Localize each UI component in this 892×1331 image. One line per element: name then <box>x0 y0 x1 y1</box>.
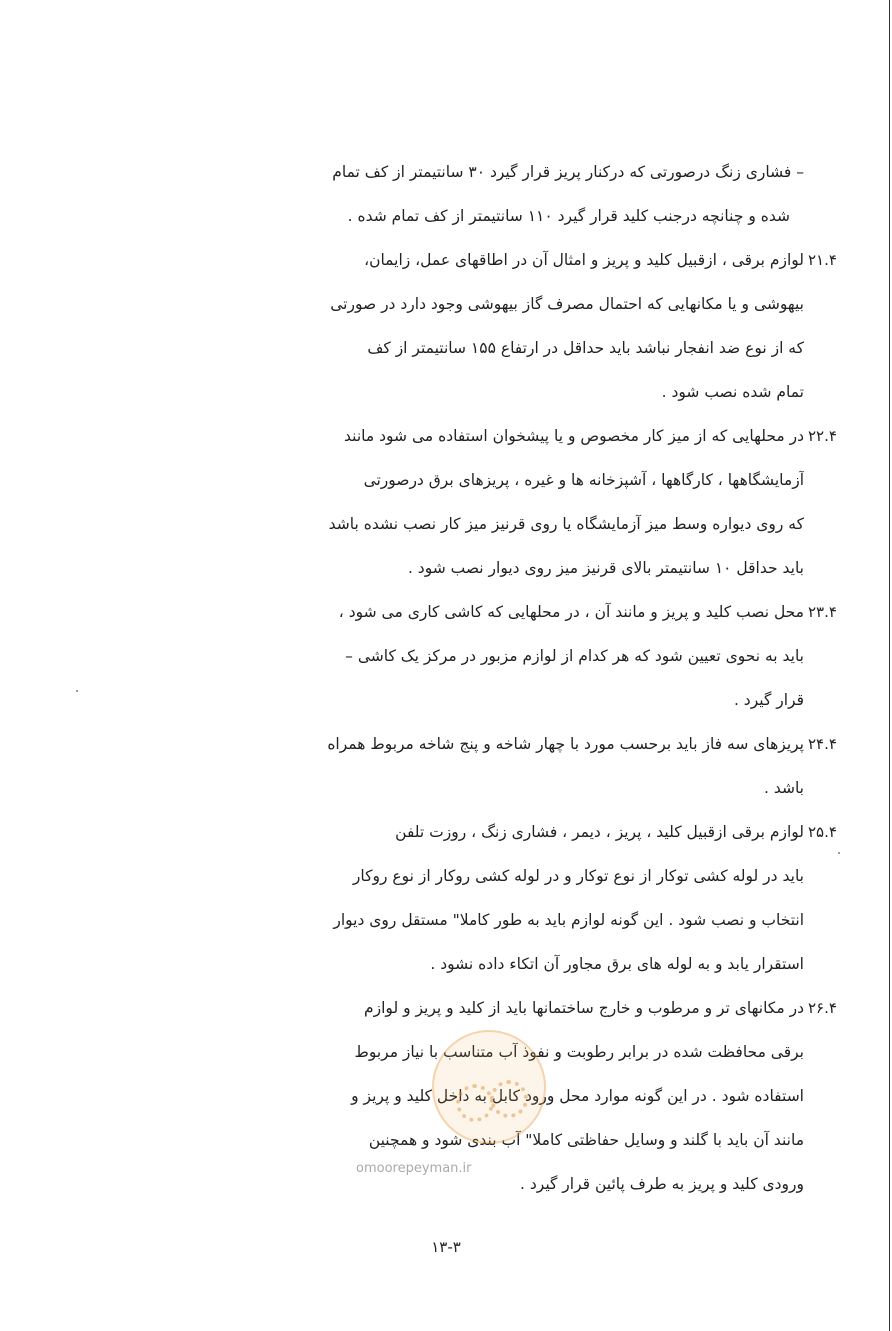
text-line: شده و چنانچه درجنب کلید قرار گیرد ۱۱۰ سانتیمتر از کف تمام شده . <box>347 207 790 225</box>
clause-21-4 <box>128 238 837 414</box>
text-line: تمام شده نصب شود . <box>661 383 804 401</box>
clause-25-4 <box>128 810 837 986</box>
clause-24-4 <box>128 722 837 810</box>
text-line: لوازم برقی ازقبیل کلید ، پریز ، دیمر ، فشاری زنگ ، روزت تلفن <box>395 823 804 841</box>
text-line: قرار گیرد . <box>733 691 804 709</box>
text-line: محل نصب کلید و پریز و مانند آن ، در محلهایی که کاشی کاری می شود ، <box>338 603 804 621</box>
clause-number: ۲۲.۴ <box>808 427 837 445</box>
text-line: در محلهایی که از میز کار مخصوص و یا پیشخوان استفاده می شود مانند <box>344 427 804 445</box>
text-line: باید در لوله کشی توکار از نوع توکار و در لوله کشی روکار از نوع روکار <box>352 867 804 885</box>
text-line: که روی دیواره وسط میز آزمایشگاه یا روی قرنیز میز کار نصب نشده باشد <box>328 515 804 533</box>
text-line: برقی محافظت شده در برابر رطوبت و نفوذ آب متناسب با نیاز مربوط <box>354 1043 804 1061</box>
text-line: پریزهای سه فاز باید برحسب مورد با چهار شاخه و پنج شاخه مربوط همراه <box>327 735 804 753</box>
clause-23-4 <box>128 590 837 722</box>
text-line: که از نوع ضد انفجار نباشد باید حداقل در ارتفاع ۱۵۵ سانتیمتر از کف <box>367 339 804 357</box>
gear-icon <box>456 1084 494 1122</box>
watermark-url: omoorepeyman.ir <box>356 1161 472 1176</box>
page-edge-line <box>889 0 890 1331</box>
text-line: باید به نحوی تعیین شود که هر کدام از لوازم مزبور در مرکز یک کاشی – <box>345 647 804 665</box>
clause-number: ۲۱.۴ <box>808 251 837 269</box>
scan-speck <box>76 690 78 692</box>
text-line: در مکانهای تر و مرطوب و خارج ساختمانها باید از کلید و پریز و لوازم <box>364 999 804 1017</box>
text-line: لوازم برقی ، ازقبیل کلید و پریز و امثال آن در اطاقهای عمل، زایمان، <box>364 251 804 269</box>
gear-icon <box>490 1080 528 1118</box>
scan-speck <box>838 852 840 854</box>
clause-22-4 <box>128 414 837 590</box>
text-line: ورودی کلید و پریز به طرف پائین قرار گیرد . <box>520 1175 804 1193</box>
text-line: باشد . <box>763 779 804 797</box>
text-line: آزمایشگاهها ، کارگاهها ، آشپزخانه ها و غیره ، پریزهای برق درصورتی <box>363 471 804 489</box>
text-line: انتخاب و نصب شود . این گونه لوازم باید به طور کاملا" مستقل روی دیوار <box>333 911 804 929</box>
intro-paragraph <box>128 150 804 238</box>
text-line: مانند آن باید با گلند و وسایل حفاظتی کاملا" آب بندی شود و همچنین <box>368 1131 804 1149</box>
clause-number: ۲۶.۴ <box>808 999 837 1017</box>
clause-number: ۲۵.۴ <box>808 823 837 841</box>
clause-number: ۲۳.۴ <box>808 603 837 621</box>
text-line: باید حداقل ۱۰ سانتیمتر بالای قرنیز میز روی دیوار نصب شود . <box>407 559 804 577</box>
text-line: استفاده شود . در این گونه موارد محل ورود کابل به داخل کلید و پریز و <box>351 1087 804 1105</box>
text-line: استقرار یابد و به لوله های برق مجاور آن اتکاء داده نشود . <box>430 955 804 973</box>
text-line: – فشاری زنگ درصورتی که درکنار پریز قرار گیرد ۳۰ سانتیمتر از کف تمام <box>332 163 804 181</box>
clause-number: ۲۴.۴ <box>808 735 837 753</box>
text-line: بیهوشی و یا مکانهایی که احتمال مصرف گاز بیهوشی وجود دارد در صورتی <box>330 295 804 313</box>
page-number: ۱۳-۳ <box>431 1238 461 1256</box>
watermark-logo-icon <box>432 1030 546 1144</box>
